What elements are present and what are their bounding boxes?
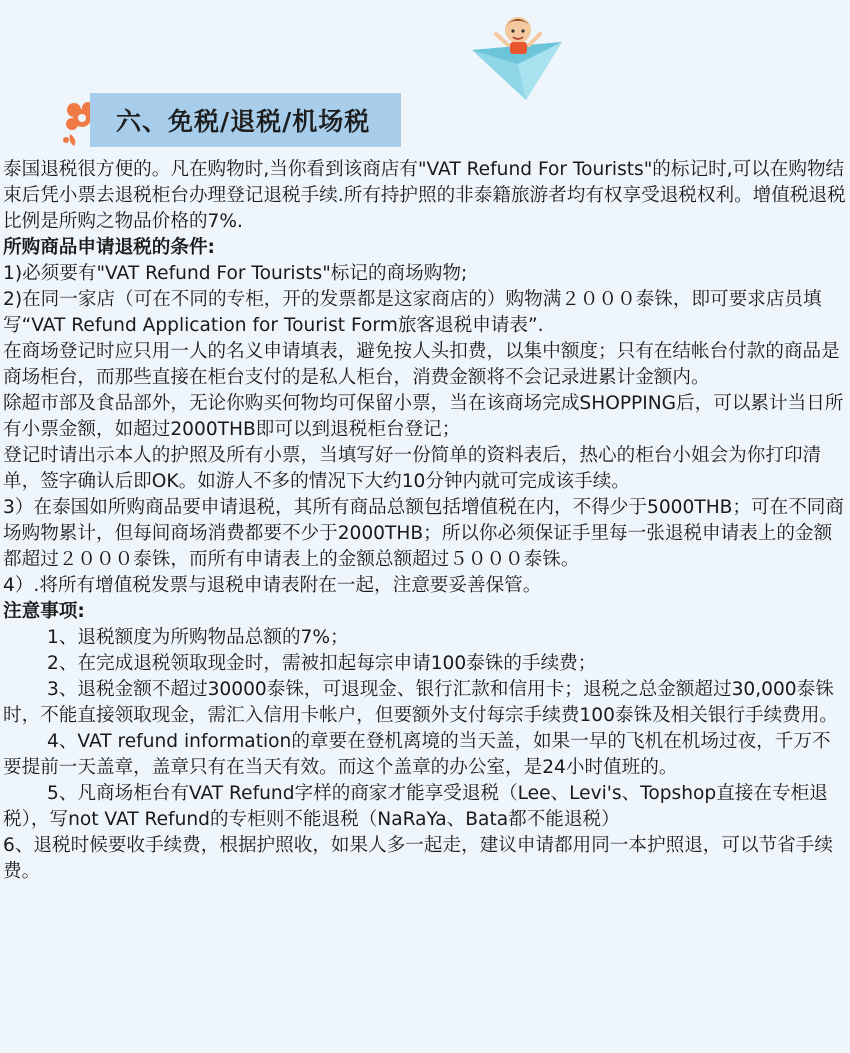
boy-on-paper-plane-illustration	[466, 12, 566, 100]
condition-item: 在商场登记时应只用一人的名义申请填表，避免按人头扣费，以集中额度；只有在结帐台付款的商品是商场柜台，而那些直接在柜台支付的是私人柜台，消费金额将不会记录进累计金额内。	[3, 341, 840, 388]
section-header	[0, 0, 850, 160]
note-item: 3、退税金额不超过30000泰铢，可退现金、银行汇款和信用卡；退税之总金额超过30,000泰铢时，不能直接领取现金，需汇入信用卡帐户，但要额外支付每宗手续费100泰铢及相关银行手续费用。	[3, 679, 839, 726]
note-item: 1、退税额度为所购物品总额的7%；	[47, 627, 349, 648]
note-item-last: 6、退税时候要收手续费，根据护照收，如果人多一起走，建议申请都用同一本护照退，可以节省手续费。	[3, 835, 833, 882]
article-body	[3, 157, 849, 885]
section-title: 六、免税/退税/机场税	[90, 93, 401, 147]
condition-item: 除超市部及食品部外，无论你购买何物均可保留小票，当在该商场完成SHOPPING后，可以累计当日所有小票金额，如超过2000THB即可以到退税柜台登记；	[3, 393, 844, 440]
conditions-heading: 所购商品申请退税的条件:	[3, 237, 215, 258]
note-item: 2、在完成退税领取现金时，需被扣起每宗申请100泰铢的手续费；	[47, 653, 597, 674]
note-item: 4、VAT refund information的章要在登机离境的当天盖，如果一早的飞机在机场过夜，千万不要提前一天盖章，盖章只有在当天有效。而这个盖章的办公室，是24小时值班的。	[3, 731, 831, 778]
condition-item: 1)必须要有"VAT Refund For Tourists"标记的商场购物;	[3, 263, 468, 284]
notes-heading: 注意事项:	[3, 601, 85, 622]
condition-item: 3）在泰国如所购商品要申请退税，其所有商品总额包括增值税在内，不得少于5000THB；可在不同商场购物累计，但每间商场消费都要不少于2000THB；所以你必须保证手里每一张退税申请表上的金额都超过２０００泰铢，而所有申请表上的金额总额超过５０００泰铢。	[3, 497, 844, 570]
note-item: 5、凡商场柜台有VAT Refund字样的商家才能享受退税（Lee、Levi's、Topshop直接在专柜退税），写not VAT Refund的专柜则不能退税（NaRaYa、Bata都不能退税）	[3, 783, 828, 830]
condition-item: 登记时请出示本人的护照及所有小票，当填写好一份简单的资料表后，热心的柜台小姐会为你打印清单，签字确认后即OK。如游人不多的情况下大约10分钟内就可完成该手续。	[3, 445, 822, 492]
intro-paragraph: 泰国退税很方便的。凡在购物时,当你看到该商店有"VAT Refund For Tourists"的标记时,可以在购物结束后凭小票去退税柜台办理登记退税手续.所有持护照的非泰籍旅游者均有权享受退税权利。增值税退税比例是所购之物品价格的7%.	[3, 159, 846, 232]
condition-item: 4）.将所有增值税发票与退税申请表附在一起，注意要妥善保管。	[3, 575, 542, 596]
condition-item: 2)在同一家店（可在不同的专柜，开的发票都是这家商店的）购物满２０００泰铢，即可要求店员填写“VAT Refund Application for Tourist Form旅客退税申请表”.	[3, 289, 822, 336]
